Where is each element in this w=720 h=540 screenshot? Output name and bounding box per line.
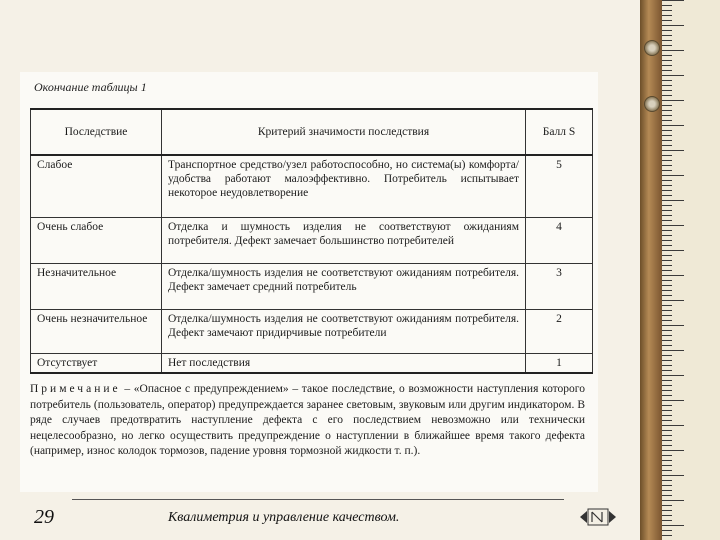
effect-cell: Очень незначительное bbox=[31, 309, 162, 353]
screw-icon bbox=[644, 96, 660, 112]
effect-cell: Отсутствует bbox=[31, 353, 162, 373]
screw-icon bbox=[644, 40, 660, 56]
footer-title: Квалиметрия и управление качеством. bbox=[168, 510, 400, 525]
score-cell: 5 bbox=[526, 155, 593, 217]
header-effect: Последствие bbox=[31, 109, 162, 155]
criterion-cell: Отделка и шумность изделия не соответствуют ожиданиям потребителя. Дефект замечает большинство потребителей bbox=[162, 217, 526, 263]
score-cell: 3 bbox=[526, 263, 593, 309]
score-cell: 4 bbox=[526, 217, 593, 263]
effect-cell: Незначительное bbox=[31, 263, 162, 309]
ruler-edge bbox=[640, 0, 662, 540]
header-score: Балл S bbox=[526, 109, 593, 155]
table-row bbox=[31, 263, 593, 309]
table-continuation-title: Окончание таблицы 1 bbox=[34, 80, 147, 94]
decorative-ruler bbox=[640, 0, 720, 540]
table-row bbox=[31, 353, 593, 373]
note-text: – «Опасное с предупреждением» – такое последствие, о возможности наступления которого потребитель (пользователь, оператор) предупреждается заранее световым, звуковым или другим индикатором. В ряде случаев предотвратить наступление дефекта с его последствием невозможно или технически нецелесообразно, но легко осуществить предупреждение о наступлении в ближайшее время такого дефекта (например, износ колодок тормозов, падение уровня тормозной жидкости т. п.). bbox=[30, 383, 585, 457]
page-number: 29 bbox=[34, 506, 54, 528]
score-cell: 2 bbox=[526, 309, 593, 353]
criteria-table bbox=[30, 108, 593, 374]
table-note bbox=[30, 382, 585, 460]
ruler-scale bbox=[662, 0, 720, 540]
table-header-row bbox=[31, 109, 593, 155]
score-cell: 1 bbox=[526, 353, 593, 373]
table-row bbox=[31, 217, 593, 263]
table-row bbox=[31, 155, 593, 217]
footer-divider bbox=[72, 499, 564, 500]
criterion-cell: Нет последствия bbox=[162, 353, 526, 373]
criterion-cell: Отделка/шумность изделия не соответствуют ожиданиям потребителя. Дефект замечает средний потребитель bbox=[162, 263, 526, 309]
nav-arrows-icon[interactable] bbox=[578, 506, 618, 528]
table-row bbox=[31, 309, 593, 353]
criterion-cell: Отделка/шумность изделия не соответствуют ожиданиям потребителя. Дефект замечают придирчивые потребители bbox=[162, 309, 526, 353]
header-criterion: Критерий значимости последствия bbox=[162, 109, 526, 155]
effect-cell: Слабое bbox=[31, 155, 162, 217]
effect-cell: Очень слабое bbox=[31, 217, 162, 263]
note-label: Примечание bbox=[30, 383, 121, 395]
criterion-cell: Транспортное средство/узел работоспособно, но система(ы) комфорта/удобства работают малоэффективно. Потребитель испытывает некоторое неудовлетворение bbox=[162, 155, 526, 217]
